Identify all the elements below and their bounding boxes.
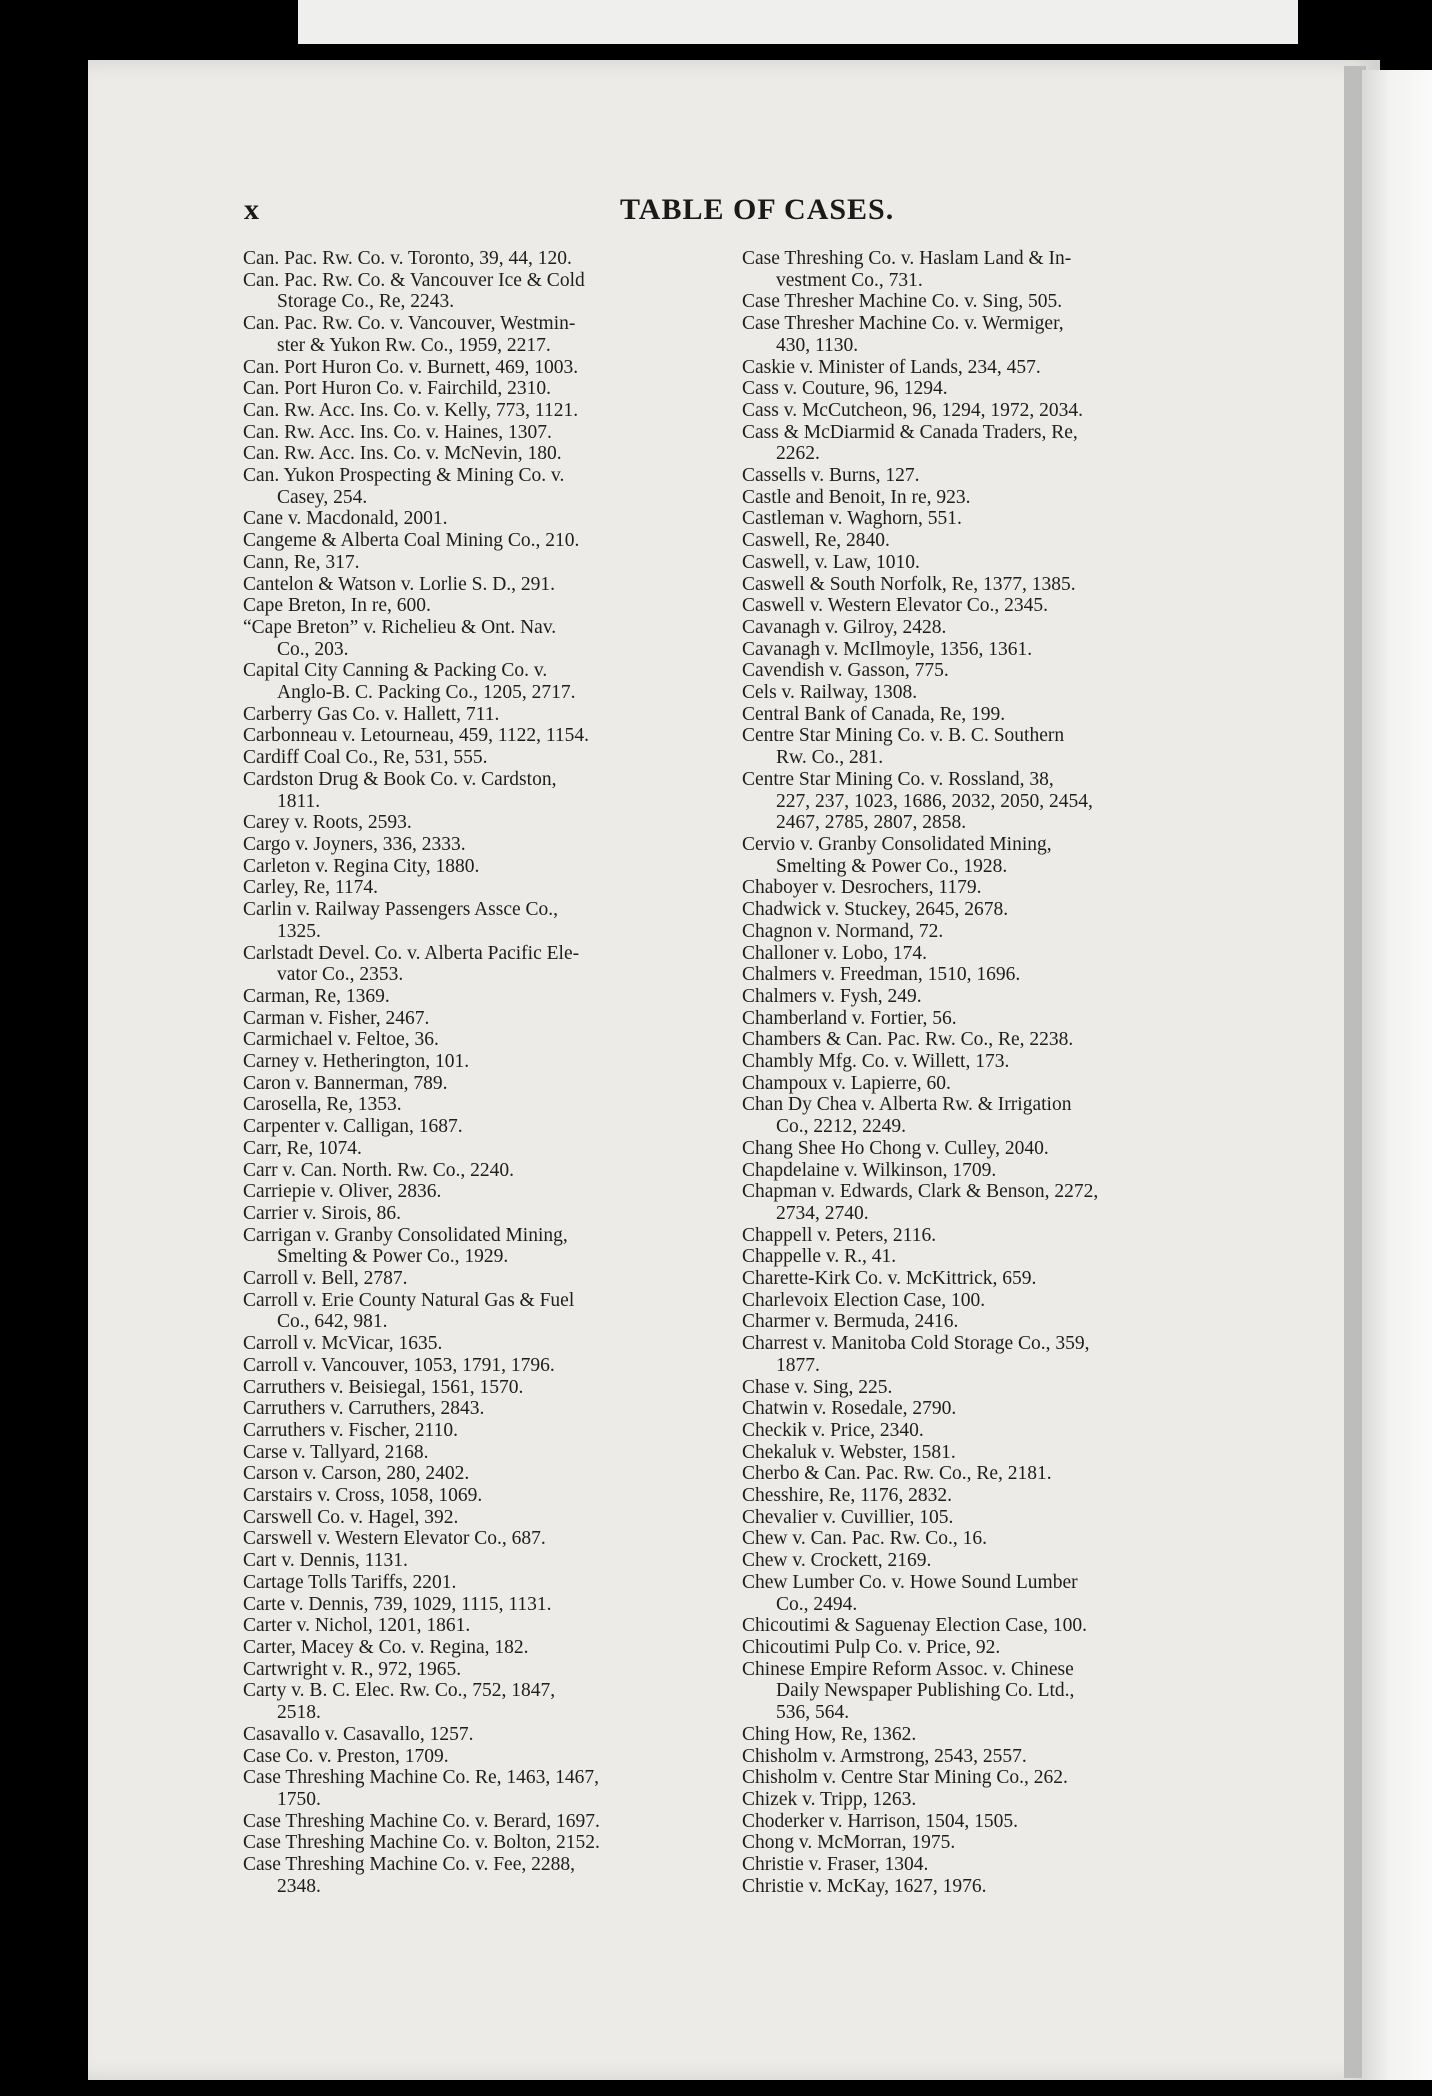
case-entry: Carriepie v. Oliver, 2836. [243,1181,442,1203]
case-entry: Carstairs v. Cross, 1058, 1069. [243,1485,483,1507]
case-entry: Cane v. Macdonald, 2001. [243,508,448,530]
case-entry: Cass v. McCutcheon, 96, 1294, 1972, 2034. [742,399,1084,421]
case-entry: Cavendish v. Gasson, 775. [742,660,949,682]
case-entry: Caswell, v. Law, 1010. [742,551,920,573]
case-entry: Chase v. Sing, 225. [742,1376,893,1398]
case-entry: Cangeme & Alberta Coal Mining Co., 210. [243,530,580,552]
case-entry: Caswell, Re, 2840. [742,530,890,552]
case-entry: Choderker v. Harrison, 1504, 1505. [742,1810,1019,1832]
case-entry: Chalmers v. Fysh, 249. [742,985,922,1007]
case-entry: Carney v. Hetherington, 101. [243,1051,470,1073]
case-entry: Case Threshing Machine Co. Re, 1463, 1467, 1750. [243,1767,600,1810]
case-entry: Can. Rw. Acc. Ins. Co. v. Haines, 1307. [243,421,552,443]
case-entry: Charmer v. Bermuda, 2416. [742,1311,959,1333]
case-entry: Chapman v. Edwards, Clark & Benson, 2272, 2734, 2740. [742,1181,1099,1224]
case-entry: Case Thresher Machine Co. v. Sing, 505. [742,291,1063,313]
case-entry: Cassells v. Burns, 127. [742,465,920,487]
page-number: x [244,193,259,226]
case-entry: Carr v. Can. North. Rw. Co., 2240. [243,1159,514,1181]
case-entry: Case Thresher Machine Co. v. Wermiger, 430, 1130. [742,313,1064,356]
case-entry: Carroll v. McVicar, 1635. [243,1333,443,1355]
case-entry: Castle and Benoit, In re, 923. [742,486,971,508]
case-entry: Charrest v. Manitoba Cold Storage Co., 359, 1877. [742,1333,1090,1376]
case-entry: Cartwright v. R., 972, 1965. [243,1658,462,1680]
case-entry: Chapdelaine v. Wilkinson, 1709. [742,1159,997,1181]
case-entry: Charette-Kirk Co. v. McKittrick, 659. [742,1268,1037,1290]
case-entry: Can. Yukon Prospecting & Mining Co. v. Casey, 254. [243,465,565,508]
case-entry: Carswell Co. v. Hagel, 392. [243,1506,459,1528]
case-entry: Christie v. McKay, 1627, 1976. [742,1875,987,1897]
case-entry: Champoux v. Lapierre, 60. [742,1072,951,1094]
case-entry: Carswell v. Western Elevator Co., 687. [243,1528,546,1550]
case-entry: Ching How, Re, 1362. [742,1723,917,1745]
case-entry: Chevalier v. Cuvillier, 105. [742,1506,954,1528]
case-entry: Carrigan v. Granby Consolidated Mining, Smelting & Power Co., 1929. [243,1224,568,1268]
case-entry: Carte v. Dennis, 739, 1029, 1115, 1131. [243,1593,552,1615]
case-entry: Chizek v. Tripp, 1263. [742,1788,917,1810]
case-entry: Charlevoix Election Case, 100. [742,1289,986,1311]
case-entry: Chisholm v. Centre Star Mining Co., 262. [742,1767,1068,1789]
case-entry: Can. Rw. Acc. Ins. Co. v. McNevin, 180. [243,443,562,465]
case-entry: Chamberland v. Fortier, 56. [742,1007,957,1029]
case-entry: Can. Pac. Rw. Co. v. Vancouver, Westmin- ster & Yukon Rw. Co., 1959, 2217. [243,313,576,356]
case-entry: Carruthers v. Fischer, 2110. [243,1419,458,1441]
case-entry: Carman v. Fisher, 2467. [243,1007,430,1029]
case-entry: Cavanagh v. Gilroy, 2428. [742,616,947,638]
case-entry: Carey v. Roots, 2593. [243,812,412,834]
case-entry: Chadwick v. Stuckey, 2645, 2678. [742,899,1009,921]
case-entry: Checkik v. Price, 2340. [742,1419,924,1441]
case-entry: Cape Breton, In re, 600. [243,595,431,617]
case-entry: Carman, Re, 1369. [243,985,390,1007]
case-entry: Carbonneau v. Letourneau, 459, 1122, 1154. [243,725,590,747]
case-entry: Chappell v. Peters, 2116. [742,1224,937,1246]
case-entry: Carr, Re, 1074. [243,1137,362,1159]
case-entry: Cart v. Dennis, 1131. [243,1550,408,1572]
case-entry: Carroll v. Bell, 2787. [243,1268,408,1290]
case-entry: Capital City Canning & Packing Co. v. Anglo-B. C. Packing Co., 1205, 2717. [243,660,576,704]
case-entry: Cherbo & Can. Pac. Rw. Co., Re, 2181. [742,1463,1052,1485]
case-entry: Carley, Re, 1174. [243,877,379,899]
case-entry: Challoner v. Lobo, 174. [742,942,928,964]
case-entry: Chappelle v. R., 41. [742,1246,897,1268]
case-entry: Christie v. Fraser, 1304. [742,1854,929,1876]
case-entry: Chesshire, Re, 1176, 2832. [742,1485,952,1507]
case-entry: Cervio v. Granby Consolidated Mining, Smelting & Power Co., 1928. [742,833,1052,877]
case-entry: Carroll v. Erie County Natural Gas & Fuel Co., 642, 981. [243,1289,575,1333]
case-entry: Chagnon v. Normand, 72. [742,920,944,942]
case-entry: Cardston Drug & Book Co. v. Cardston, 1811. [243,768,557,812]
case-entry: Case Threshing Machine Co. v. Bolton, 2152. [243,1832,600,1854]
case-entry: Chew v. Can. Pac. Rw. Co., 16. [742,1528,987,1550]
case-entry: Carter, Macey & Co. v. Regina, 182. [243,1637,529,1658]
case-entry: Chalmers v. Freedman, 1510, 1696. [742,964,1021,986]
case-entry: Casavallo v. Casavallo, 1257. [243,1723,474,1745]
top-page-tab [298,0,1298,44]
case-entry: Carse v. Tallyard, 2168. [243,1441,429,1463]
case-entry: Cels v. Railway, 1308. [742,682,918,704]
case-entry: Caskie v. Minister of Lands, 234, 457. [742,356,1041,378]
case-entry: Carlstadt Devel. Co. v. Alberta Pacific Ele- vator Co., 2353. [243,942,580,986]
case-entry: Cass v. Couture, 96, 1294. [742,378,948,400]
case-entry: Chong v. McMorran, 1975. [742,1832,956,1854]
case-entry: Chan Dy Chea v. Alberta Rw. & Irrigation Co., 2212, 2249. [742,1094,1072,1138]
case-entry: Case Threshing Machine Co. v. Fee, 2288, 2348. [243,1854,575,1897]
case-entry: Carlin v. Railway Passengers Assce Co., 1325. [243,899,559,942]
case-entry: Chang Shee Ho Chong v. Culley, 2040. [742,1137,1049,1159]
case-entry: Case Threshing Co. v. Haslam Land & In- vestment Co., 731. [742,248,1072,291]
case-entry: Carosella, Re, 1353. [243,1094,402,1116]
case-entry: Carty v. B. C. Elec. Rw. Co., 752, 1847, 2518. [243,1680,556,1724]
case-entry: Can. Rw. Acc. Ins. Co. v. Kelly, 773, 1121. [243,399,579,421]
case-entry: Case Co. v. Preston, 1709. [243,1745,449,1767]
case-entry: Castleman v. Waghorn, 551. [742,508,962,530]
case-entry: Carter v. Nichol, 1201, 1861. [243,1615,471,1637]
right-column [742,248,1242,1897]
case-entry: Chew Lumber Co. v. Howe Sound Lumber Co., 2494. [742,1571,1078,1615]
case-entry: Carmichael v. Feltoe, 36. [243,1029,439,1051]
case-entry: Cargo v. Joyners, 336, 2333. [243,833,466,855]
case-entry: Cardiff Coal Co., Re, 531, 555. [243,747,488,769]
case-entry: Carson v. Carson, 280, 2402. [243,1463,470,1485]
case-entry: Caron v. Bannerman, 789. [243,1072,448,1094]
case-entry: Centre Star Mining Co. v. B. C. Southern Rw. Co., 281. [742,725,1065,769]
case-entry: Cavanagh v. McIlmoyle, 1356, 1361. [742,638,1033,660]
case-entry: Case Threshing Machine Co. v. Berard, 1697. [243,1810,600,1832]
case-entry: Chambly Mfg. Co. v. Willett, 173. [742,1051,1010,1073]
case-entry: Chekaluk v. Webster, 1581. [742,1441,956,1463]
case-entry: Can. Pac. Rw. Co. & Vancouver Ice & Cold Storage Co., Re, 2243. [243,269,585,313]
case-entry: Can. Port Huron Co. v. Fairchild, 2310. [243,378,552,400]
case-entry: Carberry Gas Co. v. Hallett, 711. [243,703,500,725]
case-entry: Caswell v. Western Elevator Co., 2345. [742,595,1049,617]
case-entry: Cantelon & Watson v. Lorlie S. D., 291. [243,573,556,595]
case-entry: Carruthers v. Beisiegal, 1561, 1570. [243,1376,524,1398]
case-entry: Can. Pac. Rw. Co. v. Toronto, 39, 44, 120. [243,248,572,269]
case-entry: Carleton v. Regina City, 1880. [243,855,480,877]
case-entry: “Cape Breton” v. Richelieu & Ont. Nav. Co., 203. [243,616,557,660]
case-entry: Can. Port Huron Co. v. Burnett, 469, 1003. [243,356,579,378]
case-entry: Chatwin v. Rosedale, 2790. [742,1398,957,1420]
case-entry: Carruthers v. Carruthers, 2843. [243,1398,485,1420]
case-entry: Chicoutimi Pulp Co. v. Price, 92. [742,1637,1001,1658]
case-entry: Carroll v. Vancouver, 1053, 1791, 1796. [243,1354,555,1376]
case-entry: Cartage Tolls Tariffs, 2201. [243,1571,457,1593]
case-entry: Carpenter v. Calligan, 1687. [243,1116,463,1138]
left-column [243,248,743,1897]
case-entry: Chaboyer v. Desrochers, 1179. [742,877,982,899]
case-entry: Centre Star Mining Co. v. Rossland, 38, 227, 237, 1023, 1686, 2032, 2050, 2454, 2467, 2785, 2807, 2858. [742,768,1093,834]
case-entry: Chambers & Can. Pac. Rw. Co., Re, 2238. [742,1029,1074,1051]
case-entry: Chisholm v. Armstrong, 2543, 2557. [742,1745,1027,1767]
case-entry: Caswell & South Norfolk, Re, 1377, 1385. [742,573,1076,595]
case-entry: Cass & McDiarmid & Canada Traders, Re, 2262. [742,421,1078,465]
page-title: TABLE OF CASES. [620,193,895,226]
case-entry: Central Bank of Canada, Re, 199. [742,703,1006,725]
case-entry: Chicoutimi & Saguenay Election Case, 100. [742,1615,1087,1637]
case-entry: Carrier v. Sirois, 86. [243,1202,401,1224]
page-stack-edge [1362,70,1432,2080]
case-entry: Chinese Empire Reform Assoc. v. Chinese Daily Newspaper Publishing Co. Ltd., 536, 564. [742,1658,1075,1724]
case-entry: Cann, Re, 317. [243,551,360,573]
case-entry: Chew v. Crockett, 2169. [742,1550,932,1572]
